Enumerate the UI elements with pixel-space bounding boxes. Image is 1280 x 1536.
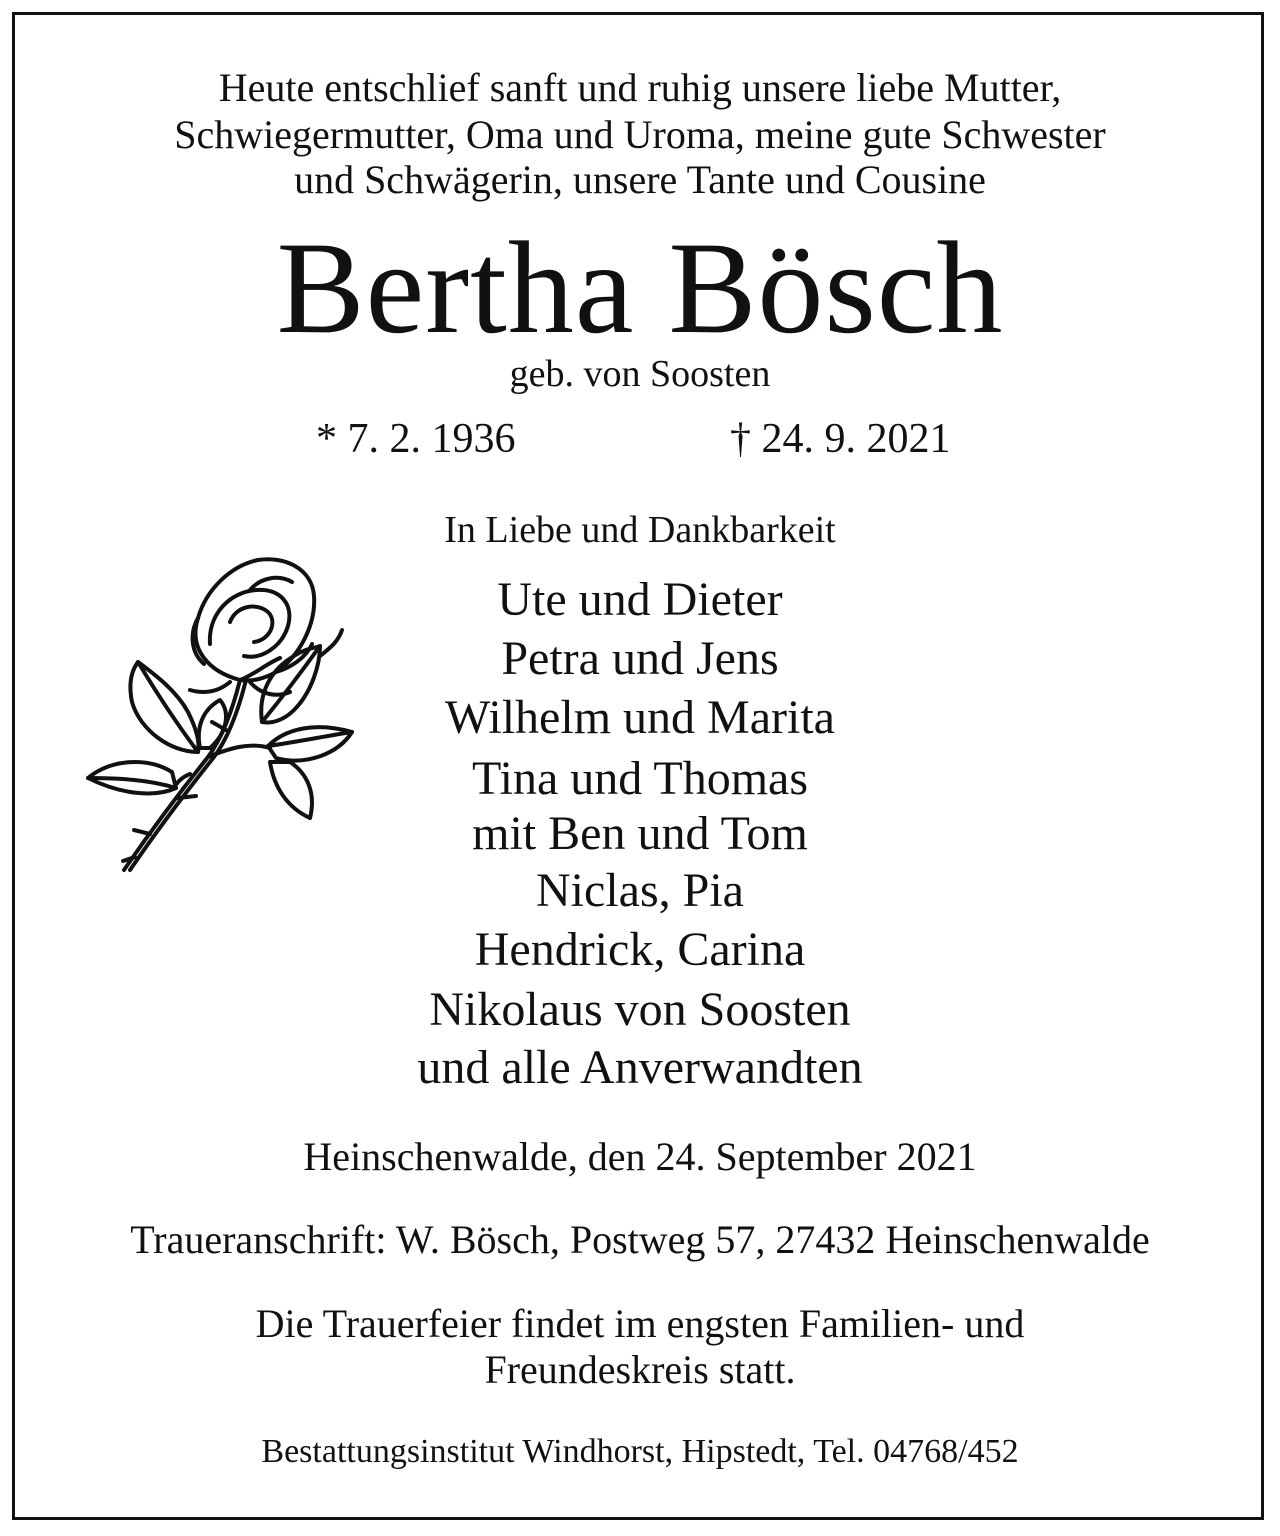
- ceremony-note-line-2: Freundeskreis statt.: [484, 1347, 796, 1392]
- ceremony-note-line-1: Die Trauerfeier findet im engsten Familien- und: [255, 1301, 1025, 1346]
- maiden-name: geb. von Soosten: [509, 353, 771, 395]
- mourner-line: Tina und Thomas: [471, 752, 809, 805]
- mourning-address: Traueranschrift: W. Bösch, Postweg 57, 27432 Heinschenwalde: [130, 1217, 1150, 1262]
- intro-line-1: Heute entschlief sanft und ruhig unsere liebe Mutter,: [218, 65, 1062, 110]
- mourner-line: Nikolaus von Soosten: [429, 983, 851, 1036]
- mourner-line: Niclas, Pia: [536, 864, 744, 917]
- dedication: In Liebe und Dankbarkeit: [444, 509, 836, 551]
- mourner-line: Hendrick, Carina: [474, 923, 806, 976]
- mourner-line: mit Ben und Tom: [472, 807, 808, 860]
- mourner-line: Wilhelm und Marita: [445, 691, 835, 744]
- birth-date: * 7. 2. 1936: [316, 416, 516, 462]
- deceased-name: Bertha Bösch: [276, 214, 1004, 361]
- funeral-home: Bestattungsinstitut Windhorst, Hipstedt, Tel. 04768/452: [261, 1433, 1019, 1470]
- place-date: Heinschenwalde, den 24. September 2021: [303, 1134, 977, 1179]
- intro-line-2: Schwiegermutter, Oma und Uroma, meine gute Schwester: [174, 112, 1106, 157]
- mourner-line: Petra und Jens: [501, 632, 779, 685]
- intro-line-3: und Schwägerin, unsere Tante und Cousine: [294, 157, 986, 202]
- death-date: † 24. 9. 2021: [730, 416, 951, 462]
- mourner-line: und alle Anverwandten: [417, 1041, 863, 1094]
- mourner-line: Ute und Dieter: [497, 573, 783, 626]
